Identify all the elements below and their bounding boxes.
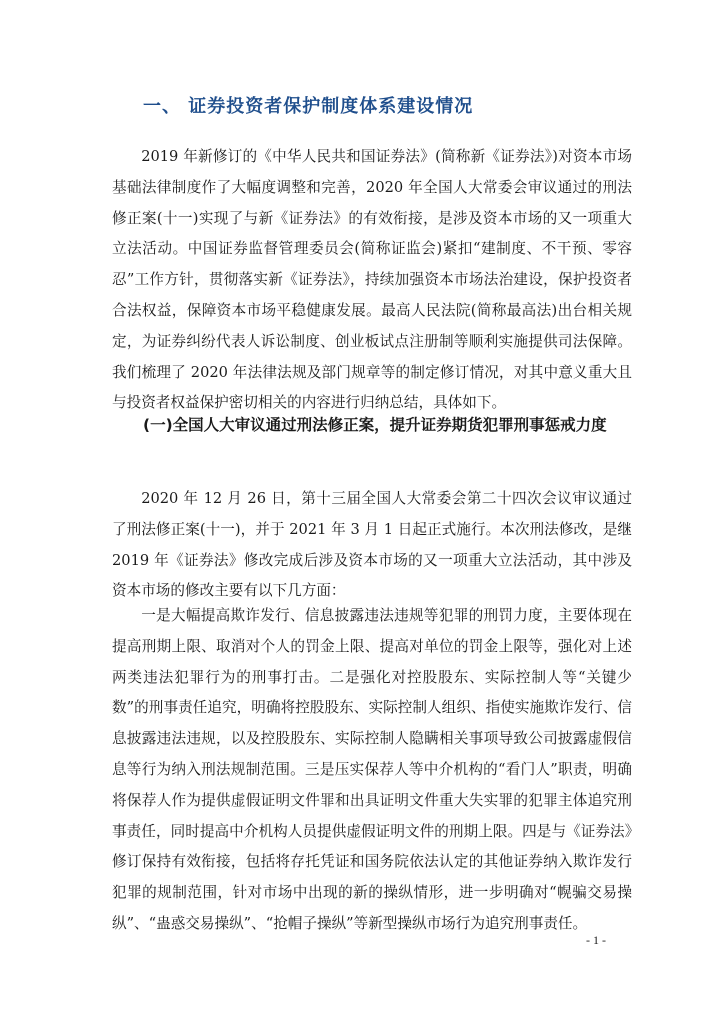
body-paragraph: 2020 年 12 月 26 日，第十三届全国人大常委会第二十四次会议审议通过了刑法修正案(十一)，并于 2021 年 3 月 1 日起正式施行。本次刑法修改，是继 2019 年《证券法》修改完成后涉及资本市场的又一项重大立法活动，其中涉及资本市场的修改主要有以下几方面： <box>112 490 632 600</box>
body-paragraph: 一是大幅提高欺诈发行、信息披露违法违规等犯罪的刑罚力度，主要体现在提高刑期上限、取消对个人的罚金上限、提高对单位的罚金上限等，强化对上述两类违法犯罪行为的刑事打击。二是强化对控股股东、实际控制人等“关键少数”的刑事责任追究，明确将控股股东、实际控制人组织、指使实施欺诈发行、信息披露违法违规，以及控股股东、实际控制人隐瞒相关事项导致公司披露虚假信息等行为纳入刑法规制范围。三是压实保荐人等中介机构的“看门人”职责，明确将保荐人作为提供虚假证明文件罪和出具证明文件重大失实罪的犯罪主体追究刑事责任，同时提高中介机构人员提供虚假证明文件的刑期上限。四是与《证券法》修订保持有效衔接，包括将存托凭证和国务院依法认定的其他证券纳入欺诈发行犯罪的规制范围，针对市场中出现的新的操纵情形，进一步明确对“幌骗交易操纵”、“蛊惑交易操纵”、“抢帽子操纵”等新型操纵市场行为追究刑事责任。 <box>112 607 632 932</box>
page-number: - 1 - <box>586 933 606 947</box>
intro-paragraph: 2019 年新修订的《中华人民共和国证券法》(简称新《证券法》)对资本市场基础法律制度作了大幅度调整和完善，2020 年全国人大常委会审议通过的刑法修正案(十一)实现了与新《证券法》的有效衔接，是涉及资本市场的又一项重大立法活动。中国证券监督管理委员会(简称证监会)紧扣“建制度、不干预、零容忍”工作方针，贯彻落实新《证券法》，持续加强资本市场法治建设，保护投资者合法权益，保障资本市场平稳健康发展。最高人民法院(简称最高法)出台相关规定，为证券纠纷代表人诉讼制度、创业板试点注册制等顺利实施提供司法保障。我们梳理了 2020 年法律法规及部门规章等的制定修订情况，对其中意义重大且与投资者权益保护密切相关的内容进行归纳总结，具体如下。 <box>112 148 632 412</box>
subsection-title: (一)全国人大审议通过刑法修正案，提升证券期货犯罪刑事惩戒力度 <box>143 416 607 434</box>
section-title: 一、 证券投资者保护制度体系建设情况 <box>143 96 474 117</box>
